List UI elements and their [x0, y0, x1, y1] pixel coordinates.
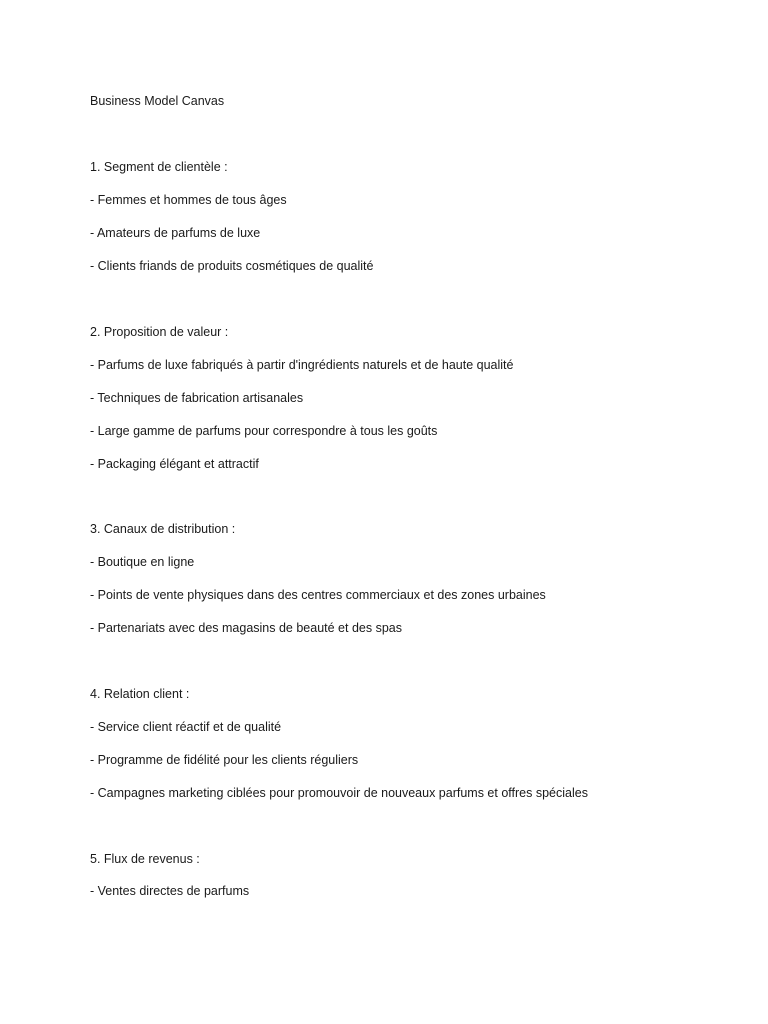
section-heading: 5. Flux de revenus : — [90, 852, 200, 866]
section-heading: 4. Relation client : — [90, 687, 190, 701]
section-heading: 2. Proposition de valeur : — [90, 325, 229, 339]
list-item: - Femmes et hommes de tous âges — [90, 193, 287, 207]
section-heading: 1. Segment de clientèle : — [90, 160, 228, 174]
document-title: Business Model Canvas — [90, 94, 225, 108]
list-item: - Clients friands de produits cosmétiques de qualité — [90, 259, 374, 273]
list-item: - Parfums de luxe fabriqués à partir d'ingrédients naturels et de haute qualité — [90, 358, 514, 372]
list-item: - Packaging élégant et attractif — [90, 457, 259, 471]
list-item: - Ventes directes de parfums — [90, 884, 250, 898]
list-item: - Points de vente physiques dans des centres commerciaux et des zones urbaines — [90, 588, 546, 602]
list-item: - Large gamme de parfums pour correspondre à tous les goûts — [90, 424, 438, 438]
list-item: - Campagnes marketing ciblées pour promouvoir de nouveaux parfums et offres spéciales — [90, 786, 588, 800]
list-item: - Amateurs de parfums de luxe — [90, 226, 261, 240]
list-item: - Partenariats avec des magasins de beauté et des spas — [90, 621, 402, 635]
list-item: - Programme de fidélité pour les clients réguliers — [90, 753, 359, 767]
section-heading: 3. Canaux de distribution : — [90, 522, 236, 536]
list-item: - Service client réactif et de qualité — [90, 720, 282, 734]
list-item: - Boutique en ligne — [90, 555, 195, 569]
list-item: - Techniques de fabrication artisanales — [90, 391, 304, 405]
